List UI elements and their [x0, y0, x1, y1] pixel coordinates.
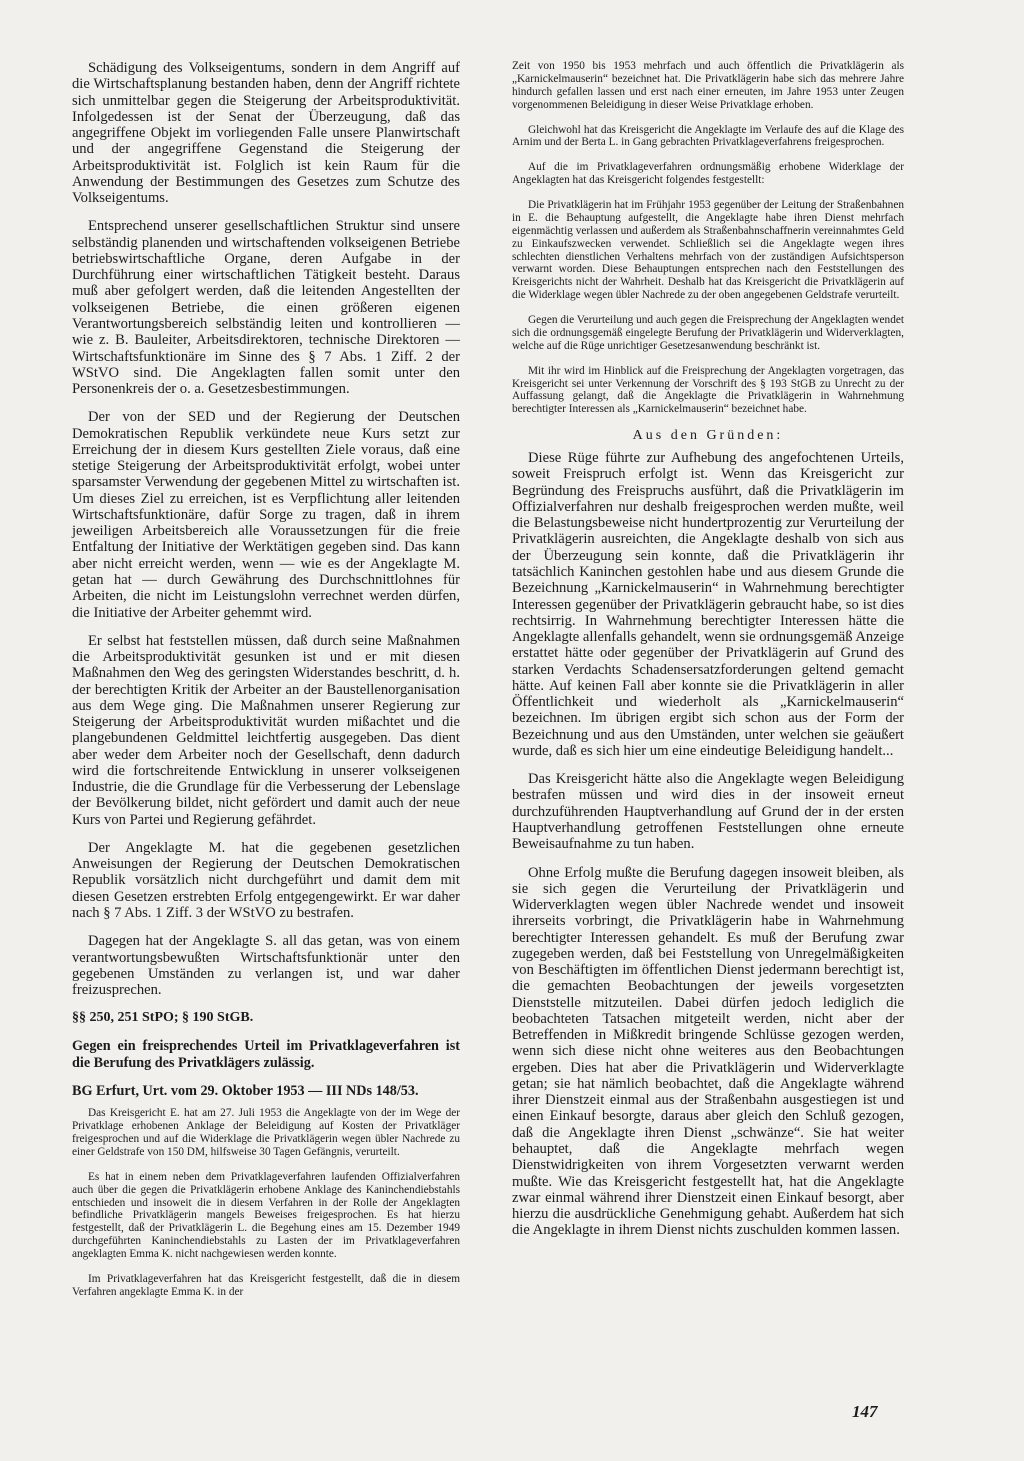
case-facts	[512, 365, 904, 417]
paragraph: Dagegen hat der Angeklagte S. all das getan, was von einem verantwortungsbewußten Wirtschaftsfunktionär unter den gegebenen Umständen zu verlangen ist, und war daher freizusprechen.	[72, 933, 460, 999]
case-facts	[72, 1273, 460, 1299]
paragraph: Im Privatklageverfahren hat das Kreisgericht festgestellt, daß die in diesem Verfahren angeklagte Emma K. in der	[72, 1272, 460, 1298]
case-facts	[512, 161, 904, 187]
case-reference: §§ 250, 251 StPO; § 190 StGB.	[72, 1010, 254, 1026]
reasons-text	[512, 771, 904, 852]
judgment-text	[72, 933, 460, 998]
paragraph: Es hat in einem neben dem Privatklageverfahren laufenden Offizialverfahren auch über die gegen die Privatklägerin erhobene Anklage des Kaninchendiebstahls entschieden und insoweit die in diesem Verfahren in der Rolle der Angeklagten befindliche Privatklägerin mangels Beweises freigesprochen. Es hat hierzu festgestellt, daß der Privatklägerin L. die Begehung eines am 15. Dezember 1949 durchgeführten Kaninchendiebstahls zu Lasten der im Privatklageverfahren angeklagten Emma K. nicht nachgewiesen werden konnte.	[72, 1170, 460, 1261]
case-facts	[512, 124, 904, 150]
paragraph: Gleichwohl hat das Kreisgericht die Angeklagte im Verlaufe des auf die Klage des Arnim und der Berta L. in Gang gebrachten Privatklageverfahrens freigesprochen.	[512, 123, 904, 149]
paragraph: Er selbst hat feststellen müssen, daß durch seine Maßnahmen die Arbeitsproduktivität gesunken ist und er mit diesen Maßnahmen den Weg des geringsten Widerstandes beschritt, d. h. der berechtigten Kritik der Arbeiter an der Baustellenorganisation aus dem Wege ging. Die Maßnahmen unserer Regierung zur Steigerung der Arbeitsproduktivität wurden mißachtet und die plangebundenen Geldmittel leichtfertig ausgegeben. Das dient aber weder dem Arbeiter noch der Gesellschaft, denn dadurch wird die fortschreitende Entwicklung in unserer volkseigenen Industrie, die die Grundlage für die Verbesserung der Lebenslage der Bevölkerung bildet, nicht gefördert und damit auch der neue Kurs von Partei und Regierung gefährdet.	[72, 632, 460, 828]
section-heading: Aus den Gründen:	[632, 428, 784, 444]
judgment-text	[72, 633, 460, 828]
judgment-text-continued	[72, 60, 460, 206]
judgment-text	[72, 218, 460, 397]
left-column	[72, 60, 460, 1311]
paragraph: Zeit von 1950 bis 1953 mehrfach und auch öffentlich die Privatklägerin als „Karnickelmauserin“ bezeichnet hat. Die Privatklägerin habe sich das mehrere Jahre hindurch gefallen lassen und erst nach einer erneuten, im Jahre 1953 unter Zeugen vorgenommenen Beleidigung in dieser Weise Privatklage erhoben.	[512, 60, 904, 111]
reasons-text	[512, 450, 904, 759]
court-citation: BG Erfurt, Urt. vom 29. Oktober 1953 — III NDs 148/53.	[72, 1083, 419, 1099]
paragraph: Der von der SED und der Regierung der Deutschen Demokratischen Republik verkündete neue Kurs setzt zur Erreichung der in diesem Kurs gestellten Ziele voraus, daß eine stetige Steigerung der Arbeitsproduktivität erfolgt, wobei unter sparsamster Verwendung der gegebenen Mittel zu wirtschaften ist. Um dieses Ziel zu erreichen, ist es Verpflichtung aller leitenden Wirtschaftsfunktionäre, dafür Sorge zu tragen, daß in ihrem jeweiligen Arbeitsbereich alle Voraussetzungen für die freie Entfaltung der Initiative der Werktätigen gegeben sind. Das kann aber nicht erreicht werden, wenn — wie es der Angeklagte M. getan hat — durch Gewährung des Durchschnittlohnes für Arbeiten, die nicht im Leistungslohn verrechnet werden dürfen, die Initiative der Arbeiter gehemmt wird.	[72, 409, 460, 621]
headnote: Gegen ein freisprechendes Urteil im Privatklageverfahren ist die Berufung des Privatklägers zulässig.	[72, 1038, 460, 1071]
paragraph: Die Privatklägerin hat im Frühjahr 1953 gegenüber der Leitung der Straßenbahnen in E. die Behauptung aufgestellt, die Angeklagte habe ihren Dienst mehrfach eigenmächtig verlassen und außerdem als Straßenbahnschaffnerin vereinnahmtes Geld zu Einkaufszwecken verwendet. Schließlich sei die Angeklagte wegen ihres schlechten dienstlichen Verhaltens mehrfach von der zuständigen Aufsichtsperson verwarnt worden. Diese Behauptungen entsprechen nach den Feststellungen des Kreisgerichts nicht der Wahrheit. Deshalb hat das Kreisgericht die Privatklägerin auf die Widerklage wegen übler Nachrede zu der oben angegebenen Geldstrafe verurteilt.	[512, 199, 904, 302]
paragraph: Der Angeklagte M. hat die gegebenen gesetzlichen Anweisungen der Regierung der Deutschen Demokratischen Republik vorsätzlich nicht durchgeführt und damit dem mit diesen Gesetzen erstrebten Erfolg entgegengewirkt. Er war daher nach § 7 Abs. 1 Ziff. 3 der WStVO zu bestrafen.	[72, 839, 460, 922]
paragraph: Mit ihr wird im Hinblick auf die Freisprechung der Angeklagten vorgetragen, das Kreisgericht sei unter Verkennung der Vorschrift des § 193 StGB zu Unrecht zu der Auffassung gelangt, daß die Angeklagte die Privatklägerin in Wahrnehmung berechtigter Interessen als „Karnickelmauserin“ bezeichnet habe.	[512, 364, 904, 416]
paragraph: Das Kreisgericht E. hat am 27. Juli 1953 die Angeklagte von der im Wege der Privatklage erhobenen Anklage der Beleidigung auf Kosten der Privatkläger freigesprochen und auf die Widerklage die Privatklägerin wegen übler Nachrede zu einer Geldstrafe von 150 DM, hilfsweise 30 Tagen Gefängnis, verurteilt.	[72, 1107, 460, 1158]
case-facts	[72, 1107, 460, 1159]
paragraph: Ohne Erfolg mußte die Berufung dagegen insoweit bleiben, als sie sich gegen die Verurteilung der Privatklägerin und Widerverklagten wegen übler Nachrede wendet und insoweit ihrerseits vorbringt, die Privatklägerin habe in Wahrnehmung berechtigter Interessen gehandelt. Es muß der Berufung zwar zugegeben werden, daß bei Feststellung von Unregelmäßigkeiten von Beschäftigten im öffentlichen Dienst jedermann berechtigt ist, die gemachten Beobachtungen der jeweils vorgesetzten Dienststelle mitzuteilen. Dabei dürfen jedoch lediglich die beobachteten Tatsachen mitgeteilt werden, nicht aber der Betreffenden in Mißkredit bringende Schlüsse gezogen werden, wenn sich diese nicht ohne weiteres aus den Beobachtungen ergeben. Dies hat aber die Privatklägerin und Widerverklagte getan; sie hat nämlich beobachtet, daß die Angeklagte während ihrer Dienstzeit einmal aus der Straßenbahn ausgestiegen ist und einen Einkauf besorgte, daraus aber gleich den Schluß gezogen, daß die Angeklagte ihren Dienst „schwänze“. Sie hat weiter behauptet, daß die Angeklagte mehrfach wegen Dienstwidrigkeiten von ihrem Vorgesetzten verwarnt werden mußte. Wie das Kreisgericht festgestellt hat, hat die Angeklagte zwar einmal während ihrer Dienstzeit einen Einkauf besorgt, aber hierzu die ausdrückliche Genehmigung gehabt. Außerdem hat sich die Angeklagte in ihrem Dienst nichts zuschulden kommen lassen.	[512, 864, 904, 1239]
case-facts	[512, 199, 904, 302]
paragraph: Entsprechend unserer gesellschaftlichen Struktur sind unsere selbständig planenden und wirtschaftenden volkseigenen Betriebe betriebswirtschaftliche Organe, deren Aufgabe in der Durchführung einer wirtschaftlichen Tätigkeit besteht. Daraus muß aber gefolgert werden, daß die leitenden Angestellten der volkseigenen Betriebe, die einen größeren eigenen Verantwortungsbereich selbständig leiten und kontrollieren — wie z. B. Bauleiter, Arbeitsdirektoren, technische Direktoren — Wirtschaftsfunktionäre im Sinne des § 7 Abs. 1 Ziff. 2 der WStVO sind. Die Angeklagten fallen somit unter den Personenkreis der o. a. Gesetzesbestimmungen.	[72, 218, 460, 398]
case-facts	[512, 314, 904, 353]
paragraph: Gegen die Verurteilung und auch gegen die Freisprechung der Angeklagten wendet sich die ordnungsgemäß eingelegte Berufung der Privatklägerin und Widerverklagten, welche auf die Rüge unrichtiger Gesetzesanwendung beschränkt ist.	[512, 314, 904, 352]
page-number: 147	[852, 1402, 878, 1421]
case-facts	[72, 1171, 460, 1261]
paragraph: Auf die im Privatklageverfahren ordnungsmäßig erhobene Widerklage der Angeklagten hat das Kreisgericht folgendes festgestellt:	[512, 161, 904, 187]
judgment-text	[72, 409, 460, 620]
right-column	[512, 60, 904, 1251]
case-facts-continued	[512, 60, 904, 112]
judgment-text	[72, 840, 460, 921]
paragraph: Schädigung des Volkseigentums, sondern in dem Angriff auf die Wirtschaftsplanung bestanden haben, denn der Angriff richtete sich unmittelbar gegen die Steigerung der Arbeitsproduktivität. Infolgedessen ist der Senat der Überzeugung, daß das angegriffene Objekt im vorliegenden Falle unsere Planwirtschaft und der angegriffene Gegenstand die Steigerung der Arbeitsproduktivität ist. Folglich ist kein Raum für die Anwendung der Bestimmungen des Gesetzes zum Schutze des Volkseigentums.	[72, 60, 460, 207]
paragraph: Diese Rüge führte zur Aufhebung des angefochtenen Urteils, soweit Freispruch erfolgt ist. Wenn das Kreisgericht zur Begründung des Freispruchs ausführt, daß die Privatklägerin im Offizialverfahren nur deshalb freigesprochen werden mußte, weil die Belastungsbeweise nicht hundertprozentig zur Verurteilung der Privatklägerin ausreichten, die Angeklagte deshalb von sich aus der Überzeugung sein konnte, daß die Privatklägerin ihr tatsächlich Kaninchen gestohlen habe und aus diesem Grunde die Bezeichnung „Karnickelmauserin“ in Wahrnehmung berechtigter Interessen gegenüber der Privatklägerin gebraucht habe, so ist dies rechtsirrig. In Wahrnehmung berechtigter Interessen hätte die Angeklagte allenfalls gehandelt, wenn sie ordnungsgemäß Anzeige erstattet hätte oder gegenüber der Privatklägerin auf Grund des starken Verdachts Schadensersatzforderungen geltend gemacht hätte. Auf keinen Fall aber konnte sie die Privatklägerin in aller Öffentlichkeit und wiederholt als „Karnickelmauserin“ bezeichnen. Im übrigen ergibt sich schon aus der Form der Bezeichnung und aus den Umständen, unter welchen sie geäußert wurde, daß es sich hier um eine eindeutige Beleidigung handelt...	[512, 450, 904, 759]
paragraph: Das Kreisgericht hätte also die Angeklagte wegen Beleidigung bestrafen müssen und wird dies in der insoweit erneut durchzuführenden Hauptverhandlung auf Grund der in der ersten Hauptverhandlung getroffenen Feststellungen ohne erneute Beweisaufnahme zu tun haben.	[512, 771, 904, 853]
reasons-text	[512, 865, 904, 1239]
